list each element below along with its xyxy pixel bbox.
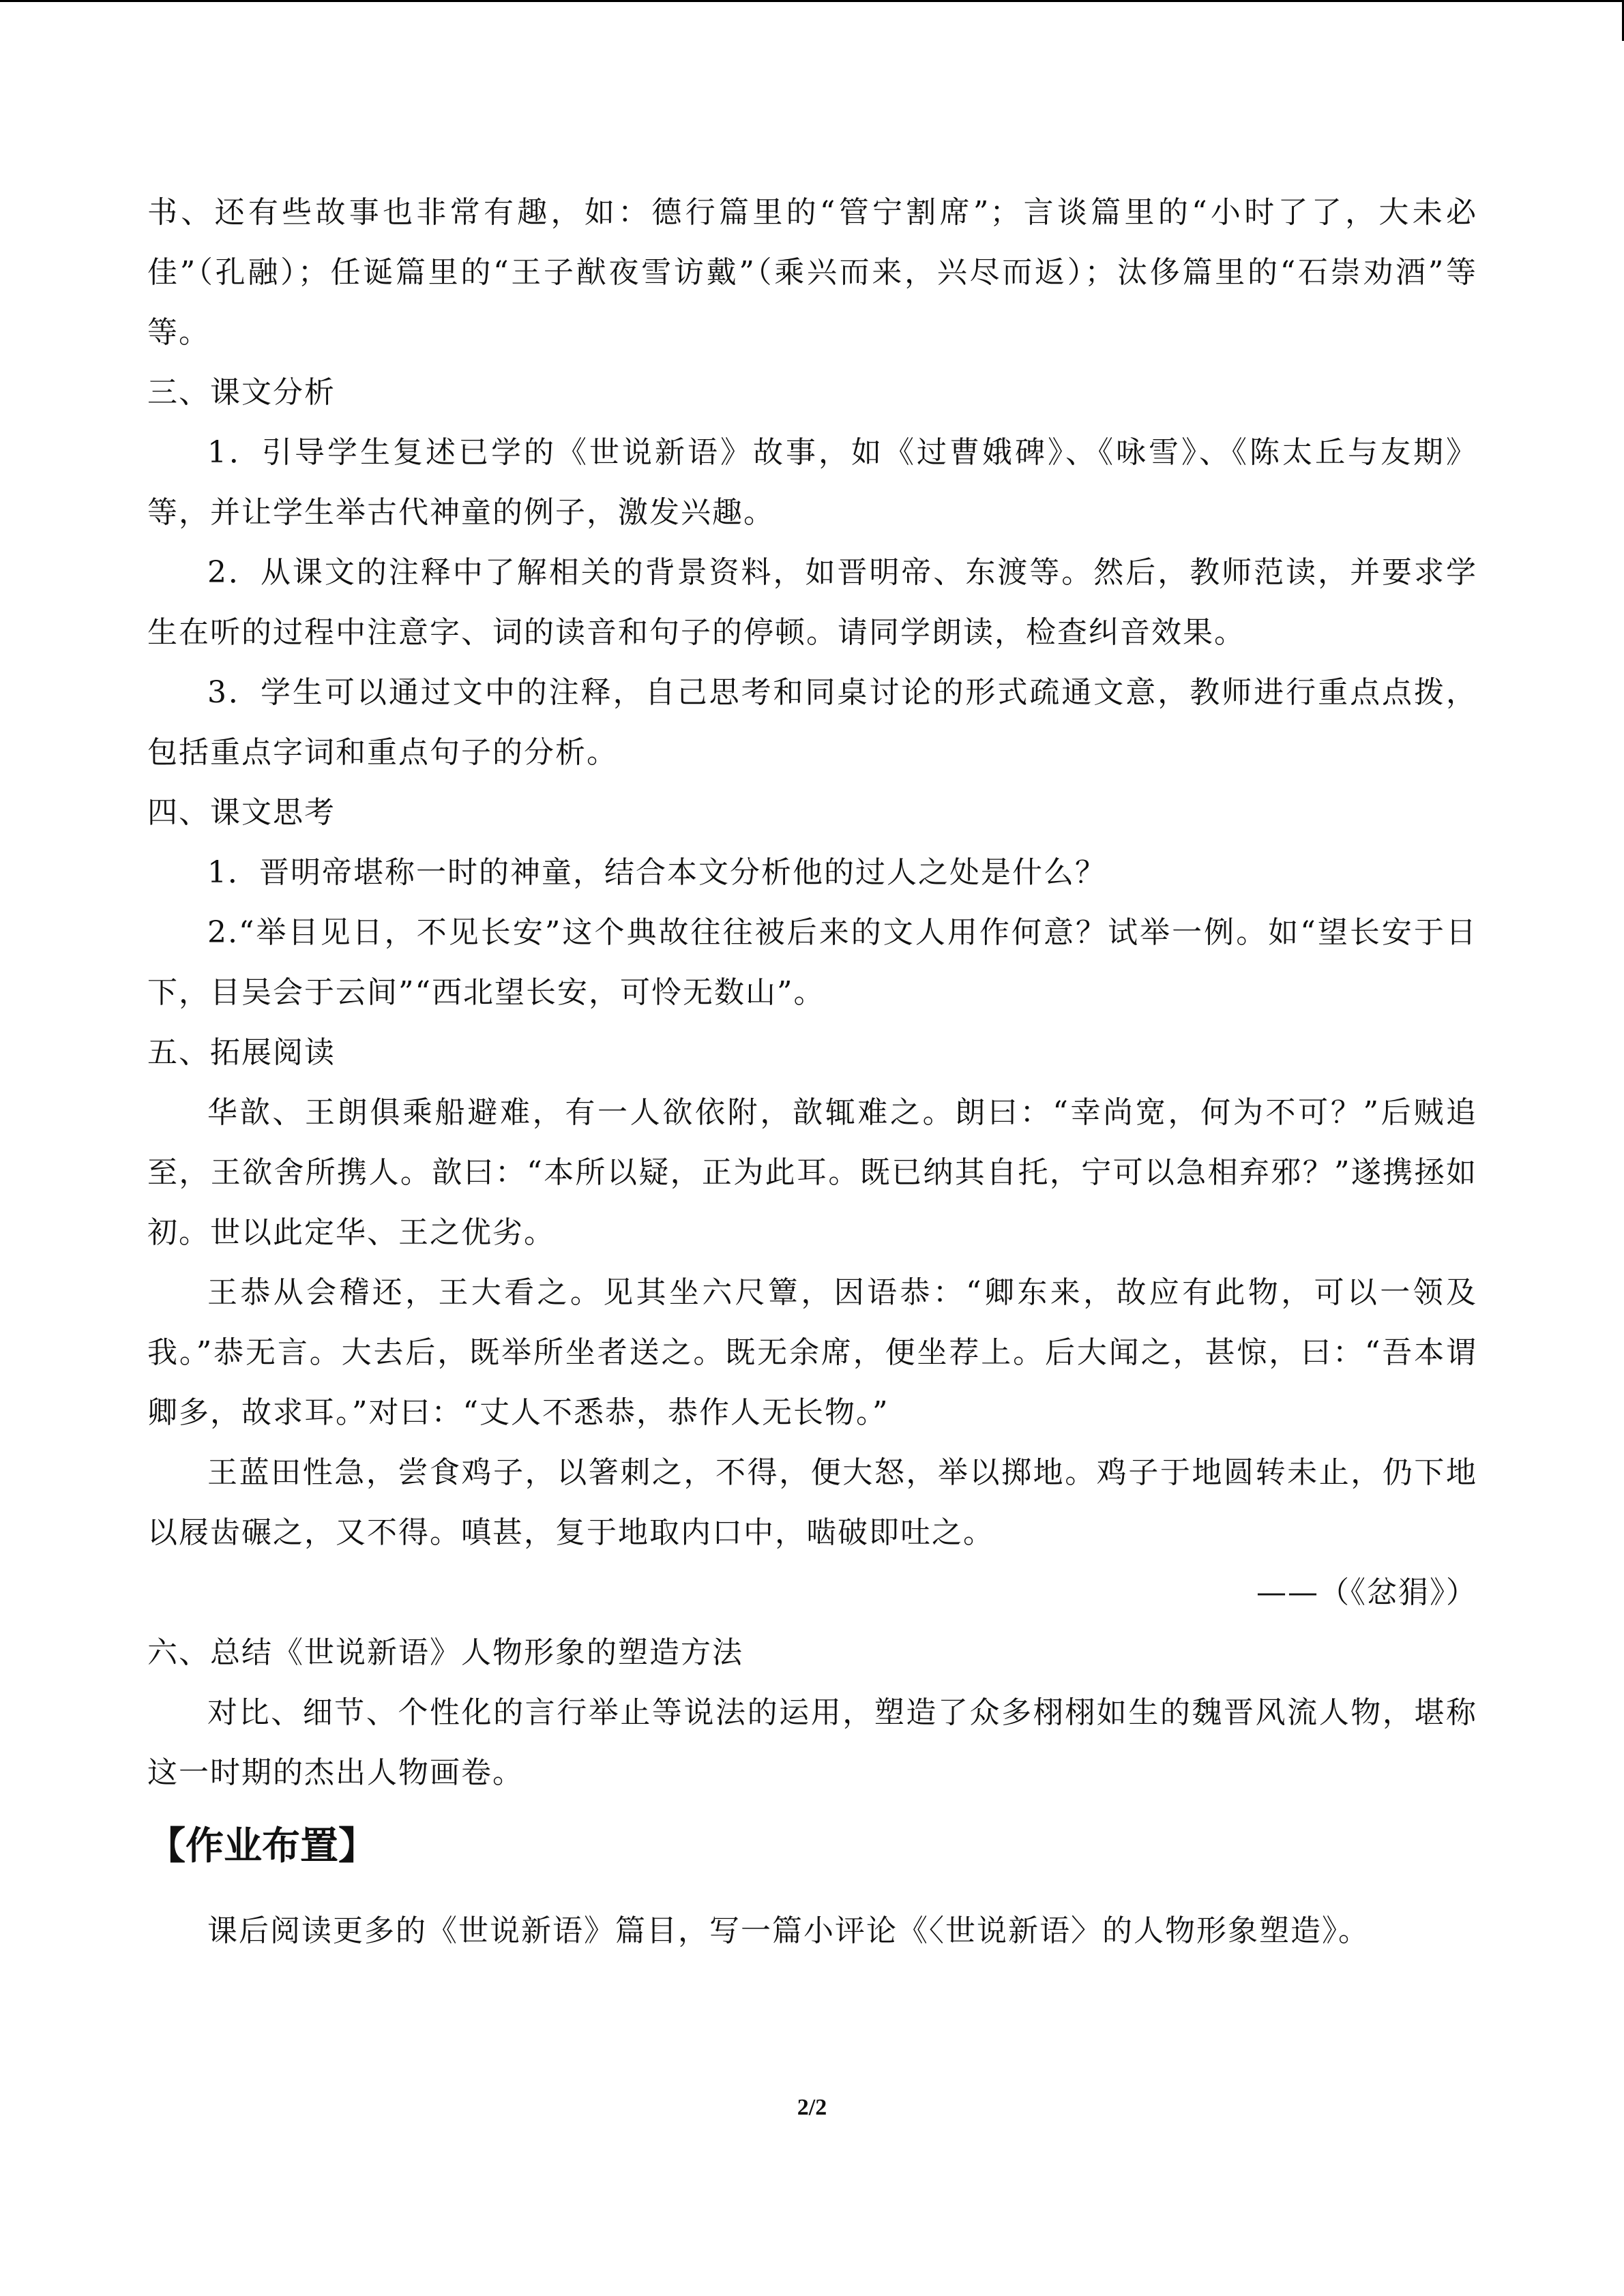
- analysis-item-1: 1．引导学生复述已学的《世说新语》故事，如《过曹娥碑》、《咏雪》、《陈太丘与友期》等，并让学生举古代神童的例子，激发兴趣。: [147, 435, 1477, 530]
- thinking-item-2: 2.“举目见日，不见长安”这个典故往往被后来的文人用作何意？试举一例。如“望长安于日下，目吴会于云间”“西北望长安，可怜无数山”。: [147, 915, 1477, 1010]
- thinking-item-1: 1．晋明帝堪称一时的神童，结合本文分析他的过人之处是什么？: [207, 855, 1106, 890]
- analysis-item-3: 3．学生可以通过文中的注释，自己思考和同桌讨论的形式疏通文意，教师进行重点点拨，包括重点字词和重点句子的分析。: [147, 675, 1477, 770]
- section-heading-extended-reading: 五、拓展阅读: [147, 1035, 336, 1070]
- reading-paragraph-2: 王恭从会稽还，王大看之。见其坐六尺簟，因语恭：“卿东来，故应有此物，可以一领及我。”恭无言。大去后，既举所坐者送之。既无余席，便坐荐上。后大闻之，甚惊，曰：“吾本谓卿多，故求耳。”对曰：“丈人不悉恭，恭作人无长物。”: [147, 1275, 1477, 1430]
- homework-paragraph: 课后阅读更多的《世说新语》篇目，写一篇小评论《〈世说新语〉的人物形象塑造》。: [207, 1913, 1370, 1948]
- document-body: [147, 183, 1477, 1961]
- analysis-item-2: 2．从课文的注释中了解相关的背景资料，如晋明帝、东渡等。然后，教师范读，并要求学生在听的过程中注意字、词的读音和句子的停顿。请同学朗读，检查纠音效果。: [147, 555, 1477, 650]
- summary-paragraph: 对比、细节、个性化的言行举止等说法的运用，塑造了众多栩栩如生的魏晋风流人物，堪称这一时期的杰出人物画卷。: [147, 1695, 1477, 1790]
- section-heading-summary: 六、总结《世说新语》人物形象的塑造方法: [147, 1635, 743, 1670]
- page-top-border: [0, 0, 1624, 2]
- page-number: 2/2: [797, 2095, 827, 2120]
- continuation-paragraph: 书、还有些故事也非常有趣，如：德行篇里的“管宁割席”；言谈篇里的“小时了了，大未必佳”（孔融）；任诞篇里的“王子猷夜雪访戴”（乘兴而来，兴尽而返）；汰侈篇里的“石崇劝酒”等等。: [147, 195, 1477, 350]
- reading-source: ——（《忿狷》）: [1256, 1575, 1477, 1610]
- section-heading-analysis: 三、课文分析: [147, 375, 336, 410]
- homework-heading: 【作业布置】: [147, 1824, 377, 1868]
- section-heading-thinking: 四、课文思考: [147, 795, 336, 830]
- reading-paragraph-3: 王蓝田性急，尝食鸡子，以箸刺之，不得，便大怒，举以掷地。鸡子于地圆转未止，仍下地以屐齿碾之，又不得。嗔甚，复于地取内口中，啮破即吐之。: [147, 1455, 1477, 1550]
- reading-paragraph-1: 华歆、王朗俱乘船避难，有一人欲依附，歆辄难之。朗曰：“幸尚宽，何为不可？”后贼追至，王欲舍所携人。歆曰：“本所以疑，正为此耳。既已纳其自托，宁可以急相弃邪？”遂携拯如初。世以此定华、王之优劣。: [147, 1095, 1477, 1250]
